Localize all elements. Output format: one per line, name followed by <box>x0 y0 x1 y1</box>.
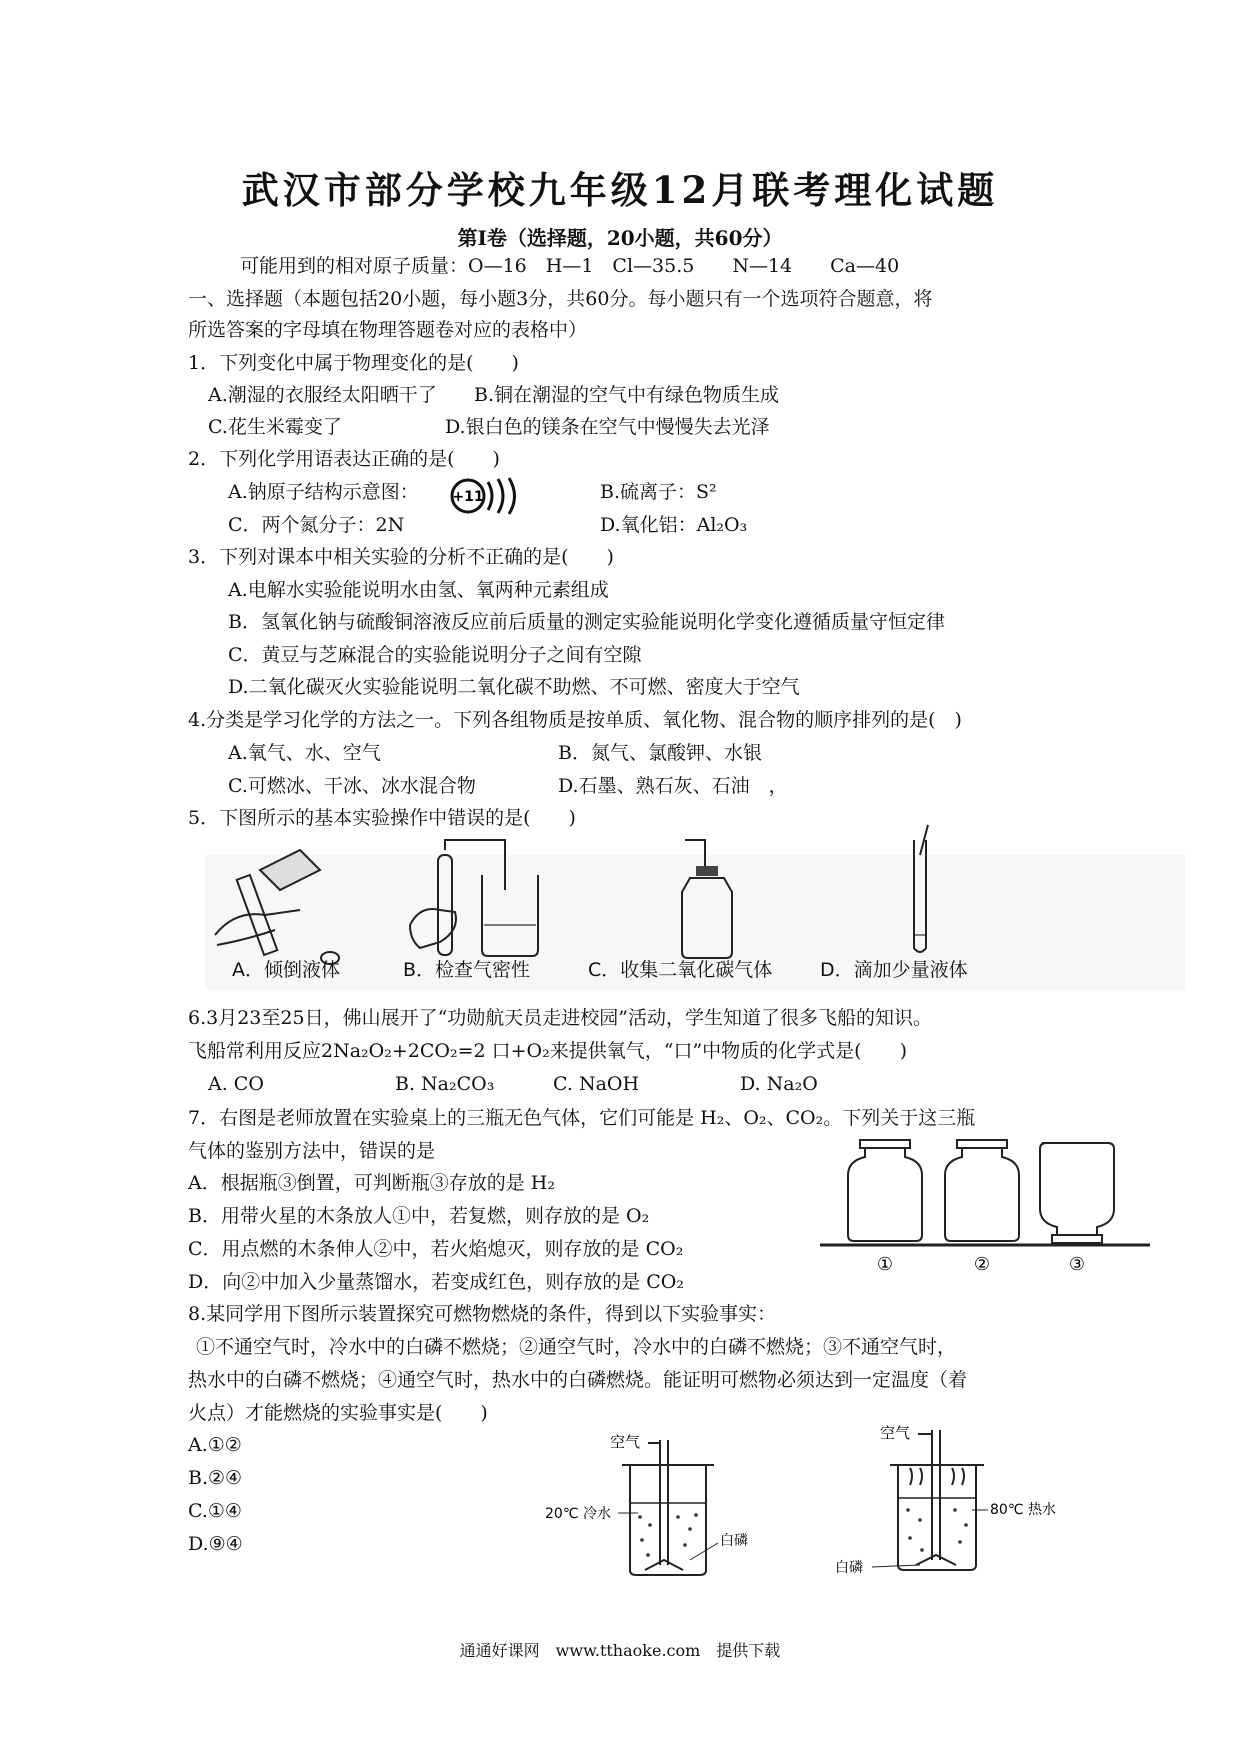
q4-stem: 4.分类是学习化学的方法之一。下列各组物质是按单质、氧化物、混合物的顺序排列的是( ) <box>188 709 962 731</box>
q3-option-a: A.电解水实验能说明水由氢、氧两种元素组成 <box>228 579 609 601</box>
q8-line2: ①不通空气时，冷水中的白磷不燃烧；②通空气时，冷水中的白磷不燃烧；③不通空气时， <box>196 1336 957 1358</box>
q1-option-c: C.花生米霉变了 <box>208 416 342 438</box>
bottle-2 <box>945 1140 1019 1241</box>
q7-option-b: B．用带火星的木条放人①中，若复燃，则存放的是 O₂ <box>188 1205 650 1227</box>
q3-stem: 3．下列对课本中相关实验的分析不正确的是( ) <box>188 546 614 568</box>
q3-option-c: C．黄豆与芝麻混合的实验能说明分子之间有空隙 <box>228 644 642 666</box>
nucleus-label: +11 <box>452 489 484 505</box>
q8-option-a: A.①② <box>188 1434 242 1456</box>
q7-gas-bottles-figure <box>820 1135 1150 1275</box>
q6-line1: 6.3月23至25日，佛山展开了“功勋航天员走进校园”活动，学生知道了很多飞船的知识。 <box>188 1007 932 1029</box>
q1-option-a: A.潮湿的衣服经太阳晒干了 <box>208 384 437 406</box>
q7-line2: 气体的鉴别方法中，错误的是 <box>188 1140 436 1162</box>
exam-subtitle: 第Ⅰ卷（选择题，20小题，共60分） <box>457 226 783 250</box>
q5-fig-pouring-liquid <box>205 840 355 970</box>
q6-option-c: C. NaOH <box>553 1073 640 1095</box>
q6-option-a: A. CO <box>208 1073 264 1095</box>
section-header-line1: 一、选择题（本题包括20小题，每小题3分，共60分。每小题只有一个选项符合题意，将 <box>188 288 933 310</box>
q1-stem: 1．下列变化中属于物理变化的是( ) <box>188 352 519 374</box>
q5-caption-b: B．检查气密性 <box>403 959 531 981</box>
q3-option-d: D.二氧化碳灭火实验能说明二氧化碳不助燃、不可燃、密度大于空气 <box>228 676 800 698</box>
q5-caption-c: C．收集二氧化碳气体 <box>588 959 773 981</box>
q7-line1: 7．右图是老师放置在实验桌上的三瓶无色气体，它们可能是 H₂、O₂、CO₂。下列关于这三瓶 <box>188 1107 976 1129</box>
q4-option-c: C.可燃冰、干冰、冰水混合物 <box>228 775 476 797</box>
q8-option-c: C.①④ <box>188 1500 242 1522</box>
q8-option-d: D.⑨④ <box>188 1533 243 1555</box>
q8-option-b: B.②④ <box>188 1467 243 1489</box>
fig2-phosphorus-label: 白磷 <box>835 1560 863 1576</box>
q8-line1: 8.某同学用下图所示装置探究可燃物燃烧的条件，得到以下实验事实： <box>188 1303 777 1325</box>
fig2-water-label: 80℃ 热水 <box>990 1502 1056 1518</box>
bottle-label-1: ① <box>876 1254 894 1275</box>
fig2-air-label: 空气 <box>880 1424 911 1442</box>
q6-line2: 飞船常利用反应2Na₂O₂+2CO₂=2 口+O₂来提供氧气，“口”中物质的化学式是( ) <box>188 1040 908 1062</box>
q8-fig-cold-water <box>545 1425 790 1585</box>
q8-line3: 热水中的白磷不燃烧；④通空气时，热水中的白磷燃烧。能证明可燃物必须达到一定温度（着 <box>188 1369 968 1391</box>
bottle-1 <box>848 1140 922 1241</box>
q5-fig-collect-co2 <box>660 830 770 970</box>
exam-title: 武汉市部分学校九年级12月联考理化试题 <box>241 168 999 212</box>
fig1-phosphorus-label: 白磷 <box>720 1533 748 1549</box>
q8-fig-hot-water <box>835 1410 1090 1590</box>
bottle-label-3: ③ <box>1068 1254 1086 1275</box>
bottle-3-inverted <box>1040 1143 1114 1243</box>
q5-fig-drop-liquid <box>880 820 960 970</box>
q1-option-b: B.铜在潮湿的空气中有绿色物质生成 <box>474 384 780 406</box>
q6-option-d: D. Na₂O <box>740 1073 818 1095</box>
q2-option-d: D.氧化铝：Al₂O₃ <box>600 514 748 536</box>
q5-fig-airtightness <box>400 830 570 970</box>
q8-line4: 火点）才能燃烧的实验事实是( ) <box>188 1402 488 1424</box>
sodium-atom-diagram <box>448 476 528 516</box>
q1-option-d: D.银白色的镁条在空气中慢慢失去光泽 <box>445 416 770 438</box>
bottle-label-2: ② <box>973 1254 991 1275</box>
q2-option-b: B.硫离子：S² <box>600 481 717 503</box>
q2-option-c: C．两个氮分子：2N <box>228 514 405 536</box>
atomic-masses: 可能用到的相对原子质量：O—16 H—1 Cl—35.5 N—14 Ca—40 <box>240 255 900 277</box>
section-header-line2: 所选答案的字母填在物理答题卷对应的表格中） <box>188 319 588 341</box>
q4-option-a: A.氧气、水、空气 <box>228 742 381 764</box>
q5-caption-d: D．滴加少量液体 <box>820 959 968 981</box>
fig1-air-label: 空气 <box>610 1433 641 1451</box>
q4-option-b: B．氮气、氯酸钾、水银 <box>558 742 762 764</box>
q5-caption-a: A．倾倒液体 <box>232 959 340 981</box>
q5-stem: 5．下图所示的基本实验操作中错误的是( ) <box>188 807 576 829</box>
fig1-water-label: 20℃ 冷水 <box>545 1506 611 1522</box>
q2-stem: 2．下列化学用语表达正确的是( ) <box>188 448 500 470</box>
q4-option-d: D.石墨、熟石灰、石油 ， <box>558 775 788 797</box>
q7-option-d: D．向②中加入少量蒸馏水，若变成红色，则存放的是 CO₂ <box>188 1271 685 1293</box>
q7-option-a: A．根据瓶③倒置，可判断瓶③存放的是 H₂ <box>188 1172 555 1194</box>
q6-option-b: B. Na₂CO₃ <box>395 1073 495 1095</box>
footer-credit: 通通好课网 www.tthaoke.com 提供下载 <box>459 1641 781 1660</box>
q2-option-a: A.钠原子结构示意图： <box>228 481 419 503</box>
q7-option-c: C．用点燃的木条伸人②中，若火焰熄灭，则存放的是 CO₂ <box>188 1238 684 1260</box>
q3-option-b: B．氢氧化钠与硫酸铜溶液反应前后质量的测定实验能说明化学变化遵循质量守恒定律 <box>228 611 945 633</box>
